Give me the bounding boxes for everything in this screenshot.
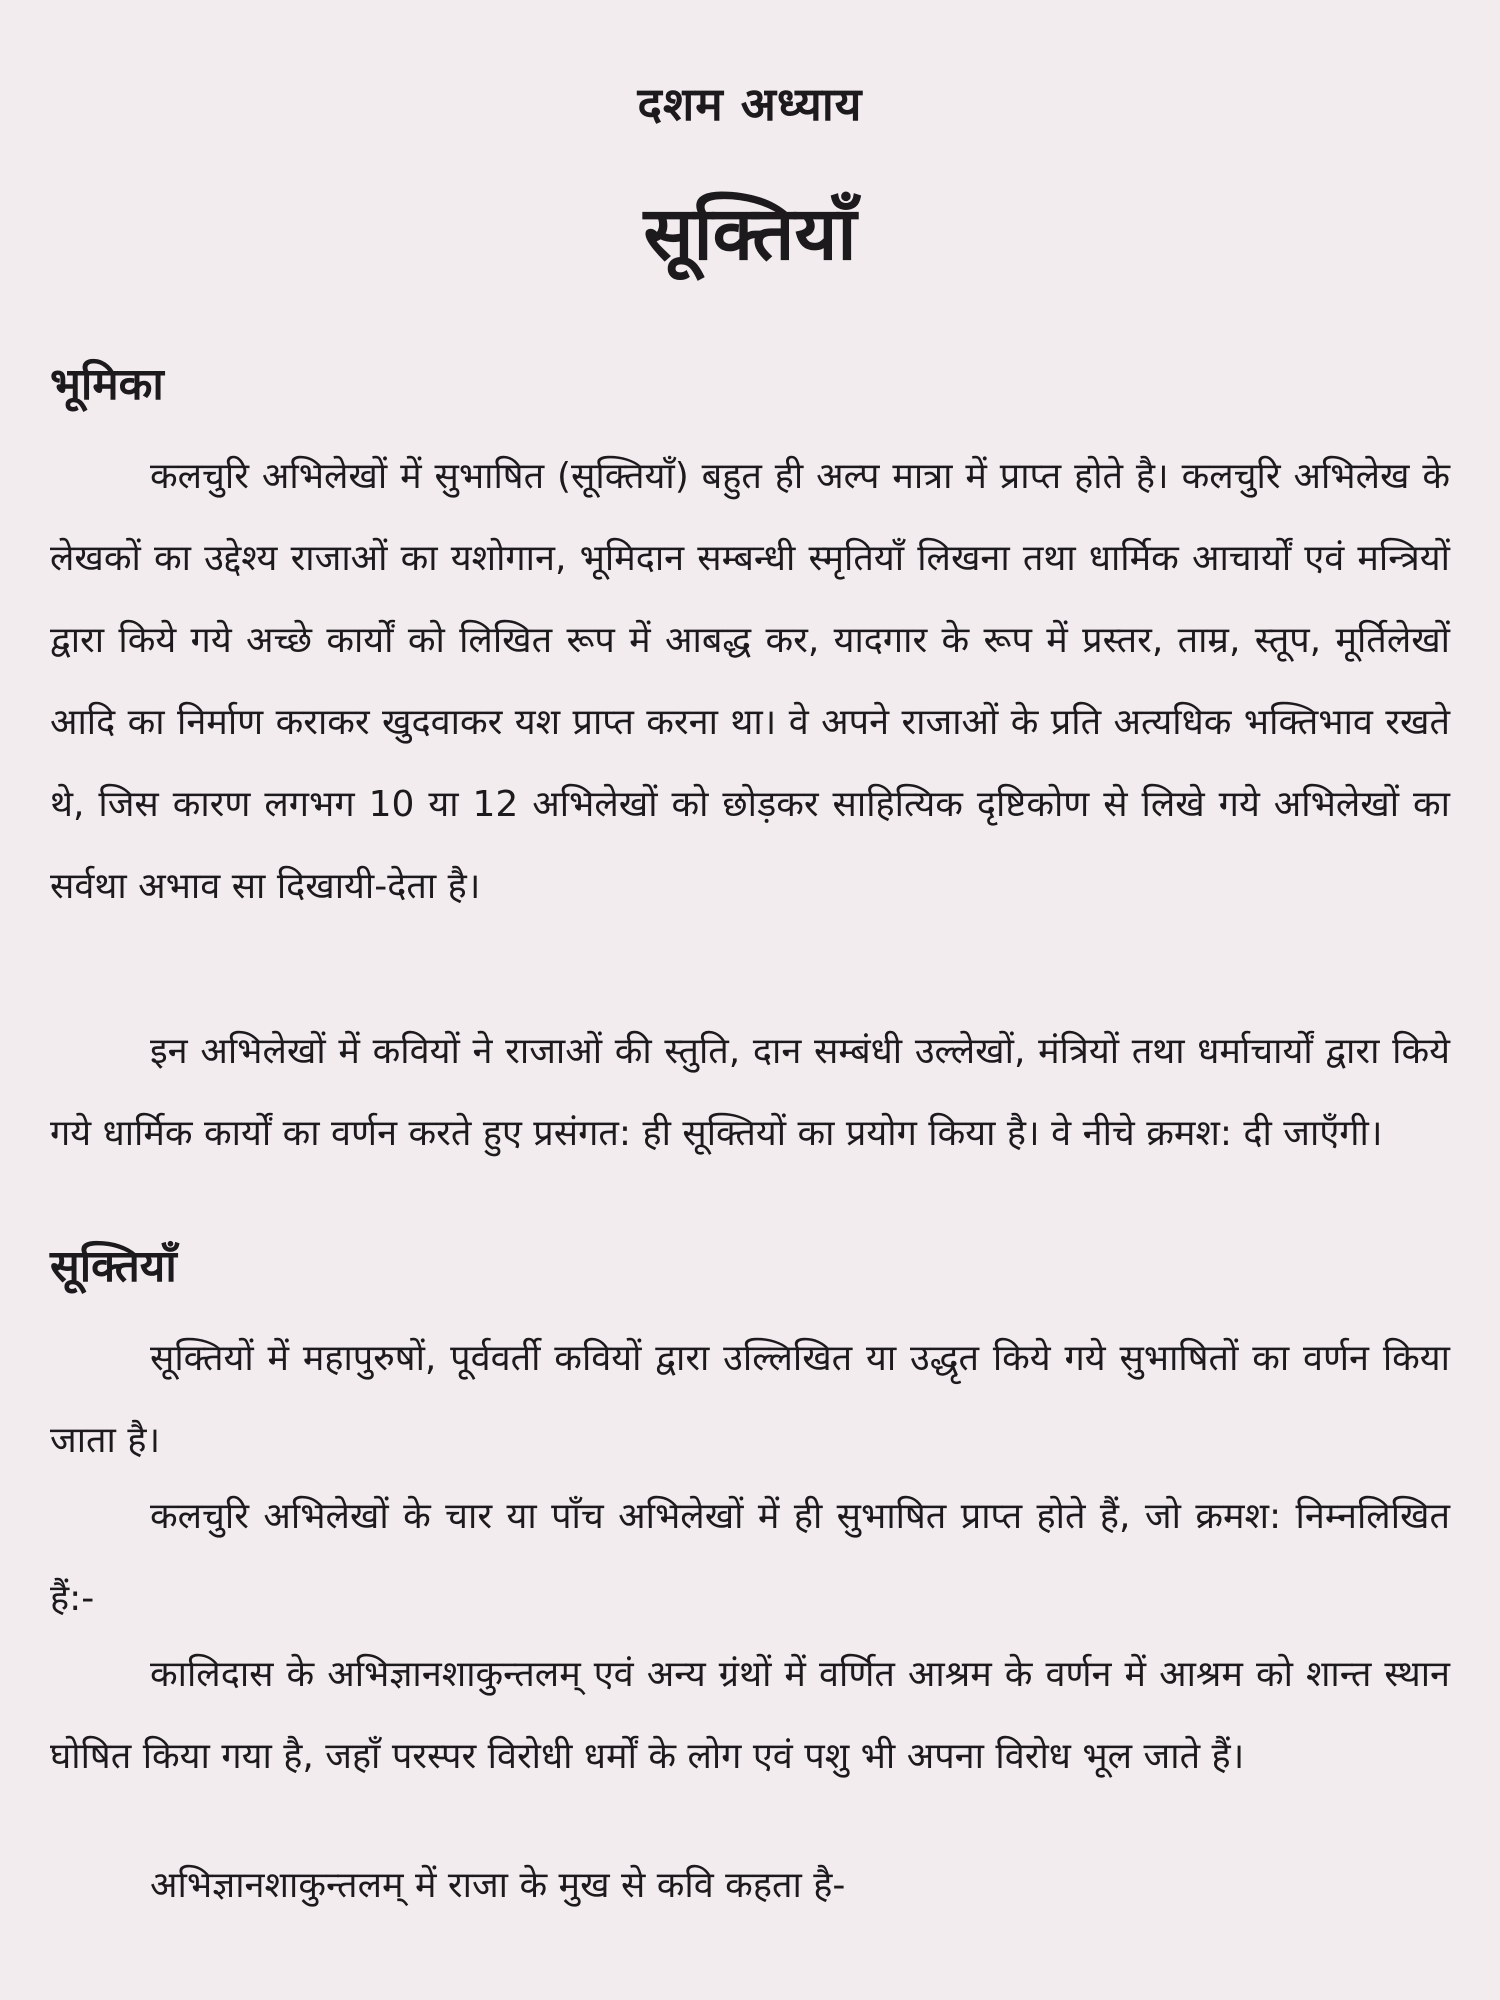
chapter-title: सूक्तियाँ <box>643 191 857 277</box>
paragraph: इन अभिलेखों में कवियों ने राजाओं की स्तुति, दान सम्बंधी उल्लेखों, मंत्रियों तथा धर्माचार्यों द्वारा किये गये धार्मिक कार्यों का वर्णन करते हुए प्रसंगत: ही सूक्तियों का प्रयोग किया है। वे नीचे क्रमश: दी जाएँगी। <box>50 1031 1450 1154</box>
paragraph: अभिज्ञानशाकुन्तलम् में राजा के मुख से कवि कहता है- <box>150 1865 846 1906</box>
section-heading-sayings: सूक्तियाँ <box>50 1241 177 1292</box>
paragraph: कलचुरि अभिलेखों में सुभाषित (सूक्तियाँ) बहुत ही अल्प मात्रा में प्राप्त होते है। कलचुरि अभिलेख के लेखकों का उद्देश्य राजाओं का यशोगान, भूमिदान सम्बन्धी स्मृतियाँ लिखना तथा धार्मिक आचार्यों एवं मन्त्रियों द्वारा किये गये अच्छे कार्यों को लिखित रूप में आबद्ध कर, यादगार के रूप में प्रस्तर, ताम्र, स्तूप, मूर्तिलेखों आदि का निर्माण कराकर खुदवाकर यश प्राप्त करना था। वे अपने राजाओं के प्रति अत्यधिक भक्तिभाव रखते थे, जिस कारण लगभग 10 या 12 अभिलेखों को छोड़कर साहित्यिक दृष्टिकोण से लिखे गये अभिलेखों का सर्वथा अभाव सा दिखायी-देता है। <box>50 456 1450 907</box>
paragraph: सूक्तियों में महापुरुषों, पूर्ववर्ती कवियों द्वारा उल्लिखित या उद्धृत किये गये सुभाषितों का वर्णन किया जाता है। <box>50 1338 1450 1461</box>
paragraph: कालिदास के अभिज्ञानशाकुन्तलम् एवं अन्य ग्रंथों में वर्णित आश्रम के वर्णन में आश्रम को शान्त स्थान घोषित किया गया है, जहाँ परस्पर विरोधी धर्मों के लोग एवं पशु भी अपना विरोध भूल जाते हैं। <box>50 1654 1450 1777</box>
section-heading-intro: भूमिका <box>50 359 164 410</box>
chapter-label: दशम अध्याय <box>637 77 863 131</box>
paragraph: कलचुरि अभिलेखों के चार या पाँच अभिलेखों में ही सुभाषित प्राप्त होते हैं, जो क्रमश: निम्नलिखित हैं:- <box>50 1496 1450 1619</box>
